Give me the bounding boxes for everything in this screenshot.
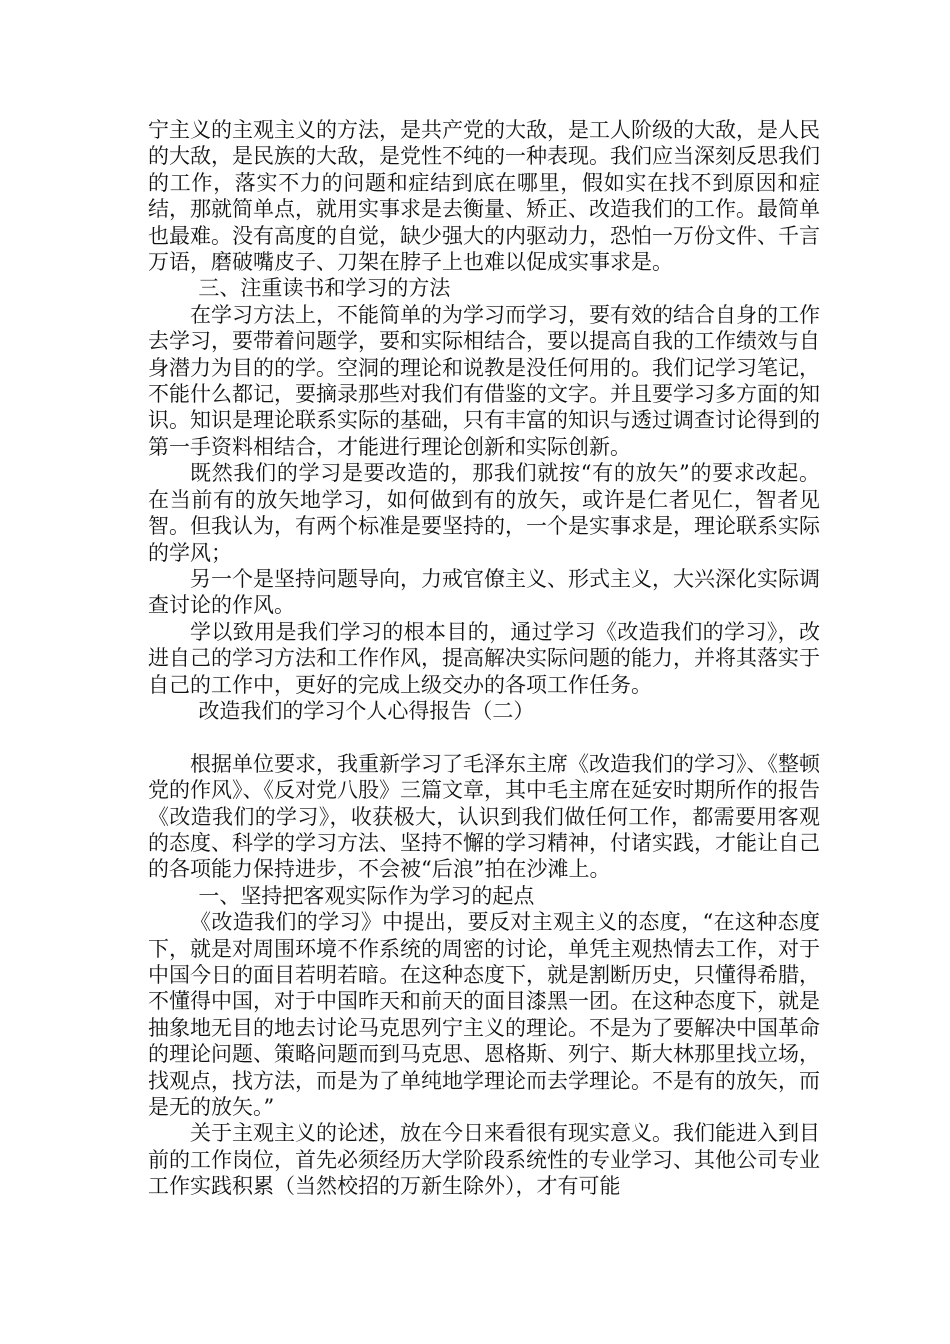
paragraph-unit-requirement: 根据单位要求，我重新学习了毛泽东主席《改造我们的学习》、《整顿党的作风》、《反对党八股》三篇文章，其中毛主席在延安时期所作的报告《改造我们的学习》，收获极大，认识到我们做任何工作，都需要用客观的态度、科学的学习方法、坚持不懈的学习精神，付诸实践，才能让自己的各项能力保持进步，不会被“后浪”拍在沙滩上。 xyxy=(148,751,820,882)
paragraph-subjectivism-conclusion: 宁主义的主观主义的方法，是共产党的大敌，是工人阶级的大敌，是人民的大敌，是民族的大敌，是党性不纯的一种表现。我们应当深刻反思我们的工作，落实不力的问题和症结到底在哪里，假如实在找不到原因和症结，那就简单点，就用实事求是去衡量、矫正、改造我们的工作。最简单也最难。没有高度的自觉，缺少强大的内驱动力，恐怕一万份文件、千言万语，磨破嘴皮子、刀架在脖子上也难以促成实事求是。 xyxy=(148,118,820,275)
paragraph-current-relevance: 关于主观主义的论述，放在今日来看很有现实意义。我们能进入到目前的工作岗位，首先必须经历大学阶段系统性的专业学习、其他公司专业工作实践积累（当然校招的万新生除外），才有可能 xyxy=(148,1121,820,1199)
document-body xyxy=(148,117,820,1200)
section-heading-objective-reality: 一、坚持把客观实际作为学习的起点 xyxy=(198,883,535,908)
paragraph-targeted-learning: 既然我们的学习是要改造的，那我们就按“有的放矢”的要求改起。在当前有的放矢地学习，如何做到有的放矢，或许是仁者见仁，智者见智。但我认为，有两个标准是要坚持的，一个是实事求是，理论联系实际的学风； xyxy=(148,461,820,565)
paragraph-quote-subjectivism: 《改造我们的学习》中提出，要反对主观主义的态度，“在这种态度下，就是对周围环境不作系统的周密的讨论，单凭主观热情去工作，对于中国今日的面目若明若暗。在这种态度下，就是割断历史，只懂得希腊，不懂得中国，对于中国昨天和前天的面目漆黑一团。在这种态度下，就是抽象地无目的地去讨论马克思列宁主义的理论。不是为了要解决中国革命的理论问题、策略问题而到马克思、恩格斯、列宁、斯大林那里找立场，找观点，找方法，而是为了单纯地学理论而去学理论。不是有的放矢，而是无的放矢。” xyxy=(148,910,820,1120)
report-title-part-two: 改造我们的学习个人心得报告（二） xyxy=(198,698,535,723)
blank-line xyxy=(148,724,820,750)
paragraph-apply-learning: 学以致用是我们学习的根本目的，通过学习《改造我们的学习》，改进自己的学习方法和工作作风，提高解决实际问题的能力，并将其落实于自己的工作中，更好的完成上级交办的各项工作任务。 xyxy=(148,619,820,697)
section-heading-reading-methods: 三、注重读书和学习的方法 xyxy=(198,276,451,301)
paragraph-learning-methods: 在学习方法上，不能简单的为学习而学习，要有效的结合自身的工作去学习，要带着问题学，要和实际相结合，要以提高自我的工作绩效与自身潜力为目的的学。空洞的理论和说教是没任何用的。我们记学习笔记，不能什么都记，要摘录那些对我们有借鉴的文字。并且要学习多方面的知识。知识是理论联系实际的基础，只有丰富的知识与透过调查讨论得到的第一手资料相结合，才能进行理论创新和实际创新。 xyxy=(148,302,820,459)
paragraph-problem-orientation: 另一个是坚持问题导向，力戒官僚主义、形式主义，大兴深化实际调查讨论的作风。 xyxy=(148,566,820,618)
